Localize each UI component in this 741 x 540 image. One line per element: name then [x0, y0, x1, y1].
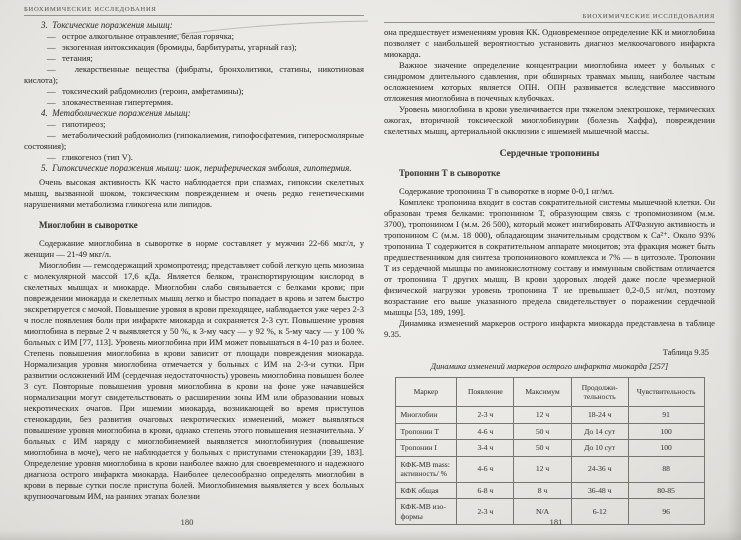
- table-cell: 80-85: [628, 482, 704, 499]
- column-header-marker: Маркер: [395, 378, 457, 407]
- list-item: — экзогенная интоксикация (бромиды, барбитураты, угарный газ);: [47, 42, 297, 52]
- table-cell: До 10 сут: [571, 440, 628, 457]
- chapter-heading-cardiac-troponins: Сердечные тропонины: [499, 148, 600, 159]
- list-item: — лекарственные вещества (фибраты, бронхолитики, статины, никотиновая кислота);: [24, 64, 364, 85]
- paragraph-troponin-norm: Содержание тропонина Т в сыворотке в норме 0-0,1 нг/мл.: [399, 186, 615, 196]
- table-cell: Тропонин Т: [395, 423, 457, 440]
- column-header-duration: Продолжительность: [571, 378, 628, 407]
- table-cell: 12 ч: [514, 407, 571, 424]
- running-head-right: БИОХИМИЧЕСКИЕ ИССЛЕДОВАНИЯ: [384, 13, 715, 23]
- table-cell: 2-3 ч: [457, 499, 514, 525]
- list-item: — метаболический рабдомиолиз (гипокалиемия, гипофосфатемия, гиперосмолярные состояния);: [24, 130, 364, 151]
- table-cell: 8 ч: [514, 482, 571, 499]
- paragraph-crush-syndrome: Важное значение определение концентрации миоглобина имеет у больных с синдромом длительного сдавления, при обширных травмах мышц, наиболее частым осложнением которых является ОПН. ОПН развивается вследствие массивного отложения миоглобина в почечных клубочках.: [384, 60, 715, 103]
- table-cell: 50 ч: [514, 440, 571, 457]
- paragraph-continuation: она предшествует изменениям уровня КК. Одновременное определение КК и миоглобина позволяет с наибольшей вероятностью установить диагноз мелкоочагового инфаркта миокарда.: [384, 27, 715, 59]
- paragraph-kk-activity: Очень высокая активность КК часто наблюдается при спазмах, гипоксии скелетных мышц, вызванной шоком, токсическим повреждением и очень редко генетическими нарушениями метаболизма гликогена или липидов.: [24, 177, 364, 209]
- right-page: [384, 13, 715, 525]
- list-item: — гипотиреоз;: [47, 119, 106, 129]
- paragraph-myoglobin-norm: Содержание миоглобина в сыворотке в норме составляет у мужчин 22-66 мкг/л, у женщин — 21-49 мкг/л.: [24, 238, 364, 259]
- scan-edge-shadow-right: [727, 0, 741, 540]
- table-cell: До 14 сут: [571, 423, 628, 440]
- table-cell: 96: [628, 499, 704, 525]
- table-number-label: Таблица 9.35: [662, 348, 709, 357]
- list-item-4-title: 4. Метаболические поражения мышц:: [41, 108, 191, 118]
- list-item: — злокачественная гипертермия.: [47, 97, 173, 107]
- table-cell: 2-3 ч: [457, 407, 514, 424]
- table-cell: 88: [628, 456, 704, 482]
- table-row: [395, 440, 704, 457]
- table-cell: 24-36 ч: [571, 456, 628, 482]
- table-row: [395, 482, 704, 499]
- table-cell: 50 ч: [514, 423, 571, 440]
- table-cell: 6-12: [571, 499, 628, 525]
- paragraph-myoglobin-details: Миоглобин — гемсодержащий хромопротеид; представляет собой легкую цепь миозина с молекулярной массой 17,6 кДа. Является белком, транспортирующим кислород в скелетных мышцах и миокарде. Миоглобин слабо связывается с белками крови; при повреждении миокарда и скелетных мышц легко и быстро попадает в кровь и затем быстро экскретируется с мочой. Повышение уровня в крови преходящее, наблюдается уже через 2-3 ч после появления боли при инфаркте миокарда и сохраняется 2-3 сут. Повышение уровня миоглобина в первые 2 ч выявляется у 50 %, к 3-му часу — у 92 %, к 5-му часу — у 100 % больных с ИМ [77, 113]. Уровень миоглобина при ИМ может повышаться в 4-10 раз и более. Степень повышения миоглобина в крови зависит от площади повреждения миокарда. Нормализация уровня миоглобина отмечается у больных с ИМ на 2-3-и сутки. При развитии осложнений ИМ (сердечная недостаточность) уровень миоглобина повышен более 3 сут. Повторные повышения уровня миоглобина в крови на фоне уже начавшейся нормализации могут свидетельствовать о расширении зоны ИМ или образовании новых некротических очагов. При ишемии миокарда, возникающей во время приступов стенокардии, без развития очаговых некротических изменений, может выявляться повышение уровня миоглобина в крови, однако степень этого повышения незначительна. У больных с ИМ наряду с миоглобинемией выявляется миоглобинурия (повышение миоглобина в моче), чего не наблюдается у больных с приступами стенокардии [39, 183]. Определение уровня миоглобина в крови наиболее важно для своевременного и надежного диагноза острого инфаркта миокарда. Наиболее целесообразно определять миоглобин в крови в первые сутки после приступа болей. Миоглобинемия выявляется у всех больных крупноочаговым ИМ, на ранних этапах болезни: [24, 260, 364, 501]
- page-number-left: 180: [180, 517, 194, 527]
- table-cell: 4-6 ч: [457, 423, 514, 440]
- table-cell: КФК общая: [395, 482, 457, 499]
- table-cell: Миоглобин: [395, 407, 457, 424]
- table-row: [395, 423, 704, 440]
- paragraph-dynamics-reference: Динамика изменений маркеров острого инфаркта миокарда представлена в таблице 9.35.: [384, 318, 715, 339]
- table-cell: 12 ч: [514, 456, 571, 482]
- column-header-sensitivity: Чувствительность: [628, 378, 704, 407]
- table-caption: Динамика изменений маркеров острого инфаркта миокарда [257]: [430, 362, 669, 371]
- table-cell: 100: [628, 440, 704, 457]
- section-heading-troponin-t: Тропонин Т в сыворотке: [399, 168, 501, 178]
- table-header-row: [395, 378, 704, 407]
- table-cell: 4-6 ч: [457, 456, 514, 482]
- table-cell: Тропонин I: [395, 440, 457, 457]
- table-cell: 18-24 ч: [571, 407, 628, 424]
- list-item: — тетания;: [47, 53, 93, 63]
- table-row: [395, 407, 704, 424]
- running-head-left: БИОХИМИЧЕСКИЕ ИССЛЕДОВАНИЯ: [24, 6, 364, 16]
- column-header-maximum: Максимум: [514, 378, 571, 407]
- table-cell: 91: [628, 407, 704, 424]
- markers-dynamics-table: [395, 377, 705, 525]
- table-cell: N/A: [514, 499, 571, 525]
- page-number-right: 181: [549, 517, 563, 527]
- list-item-3-title: 3. Токсические поражения мышц:: [41, 20, 173, 30]
- table-cell: 3-4 ч: [457, 440, 514, 457]
- table-cell: 6-8 ч: [457, 482, 514, 499]
- table-cell: КФК-МВ mass: активность/ %: [395, 456, 457, 482]
- paragraph-myoglobin-increase: Уровень миоглобина в крови увеличивается при тяжелом электрошоке, термических ожогах, вторичной токсической миоглобинурии (болезнь Хаффа), повреждении скелетных мышц, артериальной окклюзии с ишемией мышечной массы.: [384, 104, 715, 136]
- table-cell: 100: [628, 423, 704, 440]
- column-header-appearance: Появление: [457, 378, 514, 407]
- table-cell: КФК-МВ изо-формы: [395, 499, 457, 525]
- section-heading-myoglobin: Миоглобин в сыворотке: [39, 220, 138, 230]
- table-cell: 36-48 ч: [571, 482, 628, 499]
- list-item: — токсический рабдомиолиз (героин, амфетамины);: [47, 86, 244, 96]
- table-row: [395, 456, 704, 482]
- paragraph-troponin-complex: Комплекс тропонина входит в состав сократительной системы мышечной клетки. Он образован тремя белками: тропонином Т, образующим связь с тропомиозином (м.м. 3700), тропонином I (м.м. 26 500), который может ингибировать АТФазную активность и тропонином С (м.м. 18 000), обладающим значительным сродством к Са²⁺. Около 93% тропонина Т содержится в сократительном аппарате миоцитов; эта фракция может быть предшественником для синтеза тропонинового комплекса и 7% — в цитозоле. Тропонин Т из сердечной мышцы по аминокислотному составу и иммунным свойствам отличается от тропонина Т других мышц. В крови здоровых людей даже после чрезмерной физической нагрузки уровень тропонина Т не превышает 0,2-0,5 нг/мл, поэтому возрастание его выше указанного предела свидетельствует о поражении сердечной мышцы [53, 189, 199].: [384, 197, 715, 317]
- list-item: — острое алкогольное отравление, белая горячка;: [47, 31, 234, 41]
- list-item-5: 5. Гипоксические поражения мышц: шок, периферическая эмболия, гипотермия.: [41, 163, 352, 173]
- scan-edge-shadow-bottom: [0, 530, 741, 540]
- left-page: [24, 6, 364, 502]
- list-item: — гликогеноз (тип V).: [47, 152, 133, 162]
